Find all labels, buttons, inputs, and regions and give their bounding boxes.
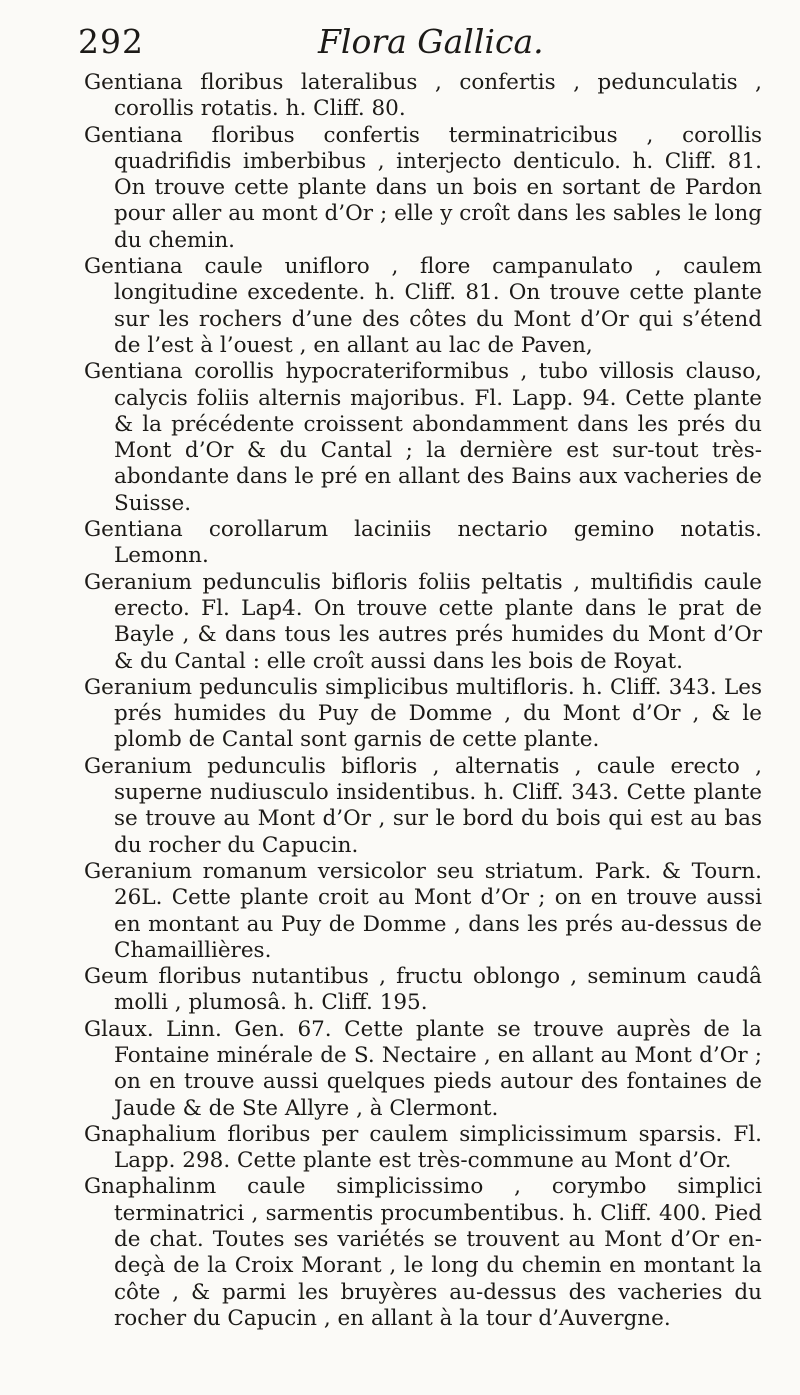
- entry-geranium-peltatis: Geranium pedunculis bifloris foliis peltatis , multifidis caule erecto. Fl. Lap4. On trouve cette plante dans le prat de Bayle , & dans tous les autres prés humides du Mont d’Or & du Cantal : elle croît aussi dans les bois de Royat.: [84, 569, 762, 674]
- entry-gentiana-hypocrateriformibus: Gentiana corollis hypocrateriformibus , tubo villosis clauso, calycis foliis alternis majoribus. Fl. Lapp. 94. Cette plante & la précédente croissent abondamment dans les prés du Mont d’Or & du Cantal ; la dernière est sur-tout très-abondante dans le pré en allant des Bains aux vacheries de Suisse.: [84, 359, 762, 516]
- page-number: 292: [78, 22, 144, 61]
- entry-geranium-multifloris: Geranium pedunculis simplicibus multifloris. h. Cliff. 343. Les prés humides du Puy de Domme , du Mont d’Or , & le plomb de Cantal sont garnis de cette plante.: [84, 674, 762, 753]
- entry-gnaphalium-sparsis: Gnaphalium floribus per caulem simplicissimum sparsis. Fl. Lapp. 298. Cette plante est très-commune au Mont d’Or.: [84, 1121, 762, 1174]
- entry-glaux: Glaux. Linn. Gen. 67. Cette plante se trouve auprès de la Fontaine minérale de S. Nectaire , en allant au Mont d’Or ; on en trouve aussi quelques pieds autour des fontaines de Jaude & de Ste Allyre , à Clermont.: [84, 1016, 762, 1121]
- entry-geranium-romanum: Geranium romanum versicolor seu striatum. Park. & Tourn. 26L. Cette plante croit au Mont d’Or ; on en trouve aussi en montant au Puy de Domme , dans les prés au-dessus de Chamaillières.: [84, 858, 762, 963]
- entry-gnaphalium-corymbo: Gnaphalinm caule simplicissimo , corymbo simplici terminatrici , sarmentis procumbentibus. h. Cliff. 400. Pied de chat. Toutes ses variétés se trouvent au Mont d’Or en-deçà de la Croix Morant , le long du chemin en montant la côte , & parmi les bruyères au-dessus des vacheries du rocher du Capucin , en allant à la tour d’Auvergne.: [84, 1174, 762, 1331]
- entry-geranium-alternatis: Geranium pedunculis bifloris , alternatis , caule erecto , superne nudiusculo insidentibus. h. Cliff. 343. Cette plante se trouve au Mont d’Or , sur le bord du bois qui est au bas du rocher du Capucin.: [84, 753, 762, 858]
- running-title: Flora Gallica.: [318, 22, 544, 61]
- entry-gentiana-unifloro: Gentiana caule unifloro , flore campanulato , caulem longitudine excedente. h. Cliff. 81. On trouve cette plante sur les rochers d’une des côtes du Mont d’Or qui s’étend de l’est à l’ouest , en allant au lac de Paven,: [84, 254, 762, 358]
- botanical-entries: [84, 70, 762, 1332]
- entry-gentiana-lateralibus: Gentiana floribus lateralibus , confertis , pedunculatis , corollis rotatis. h. Cliff. 80.: [84, 70, 762, 122]
- entry-geum: Geum floribus nutantibus , fructu oblongo , seminum caudâ molli , plumosâ. h. Cliff. 195.: [84, 964, 762, 1016]
- entry-gentiana-terminatricibus: Gentiana floribus confertis terminatricibus , corollis quadrifidis imberbibus , interjecto denticulo. h. Cliff. 81. On trouve cette plante dans un bois en sortant de Pardon pour aller au mont d’Or ; elle y croît dans les sables le long du chemin.: [84, 122, 762, 253]
- entry-gentiana-corollarum: Gentiana corollarum laciniis nectario gemino notatis. Lemonn.: [84, 517, 762, 569]
- page-header: [78, 22, 762, 70]
